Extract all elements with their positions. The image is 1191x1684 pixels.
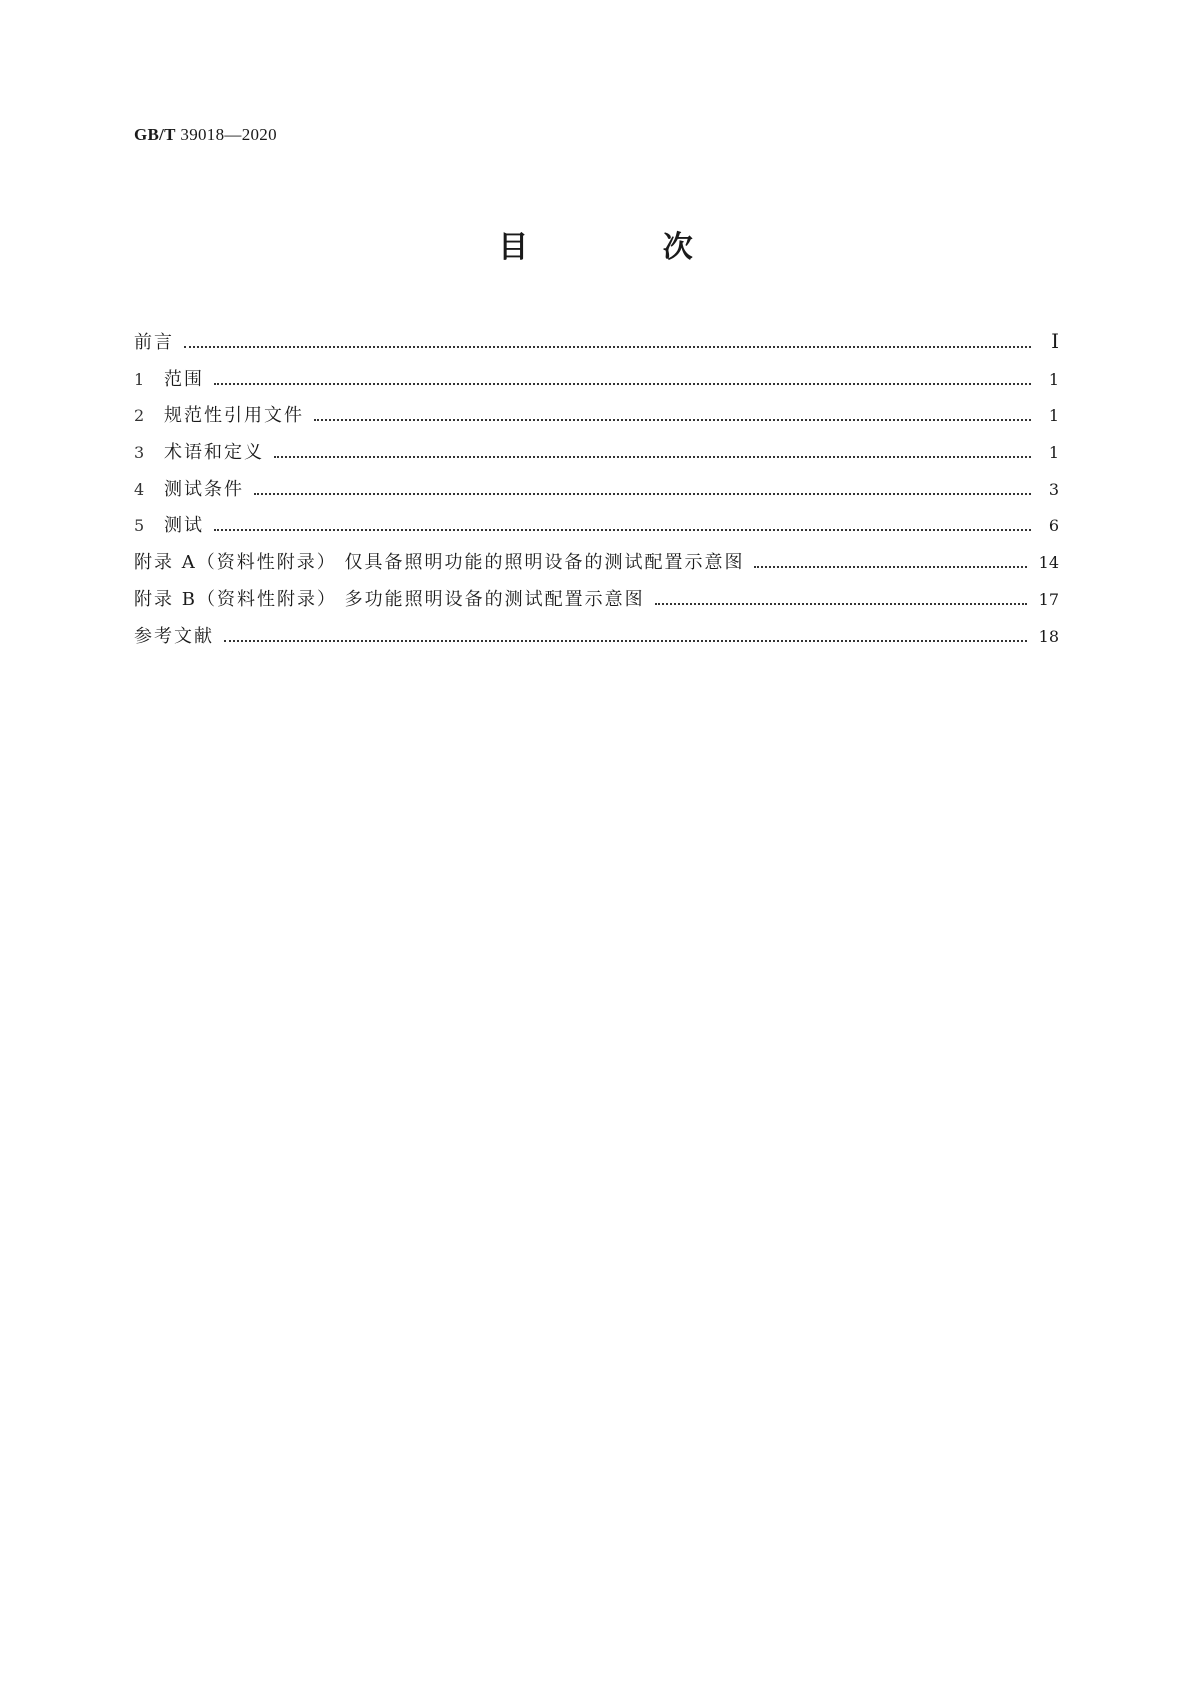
standard-code <box>134 125 277 145</box>
toc-item-bibliography[interactable] <box>134 622 1059 659</box>
toc-title: 目 次 <box>498 230 755 265</box>
toc-item-number: 1 <box>134 369 145 389</box>
toc-item-terms[interactable] <box>134 438 1059 475</box>
toc-leader <box>754 565 1026 568</box>
toc-item-foreword[interactable] <box>134 328 1059 365</box>
toc-item-test-conditions[interactable] <box>134 475 1059 512</box>
toc-item-page: 3 <box>1048 479 1059 499</box>
toc-item-label: 前言 <box>134 332 174 353</box>
toc-leader <box>655 602 1027 605</box>
toc-item-label: 测试 <box>164 515 204 537</box>
toc-item-label: 范围 <box>164 368 204 390</box>
table-of-contents <box>134 328 1059 658</box>
toc-leader <box>224 639 1027 642</box>
toc-item-appendix-b[interactable] <box>134 585 1059 622</box>
standard-code-prefix: GB/T <box>134 125 176 144</box>
toc-item-number: 4 <box>134 479 145 499</box>
toc-leader <box>184 345 1031 348</box>
toc-item-label: 规范性引用文件 <box>164 405 304 427</box>
toc-item-number: 3 <box>134 443 145 463</box>
toc-leader <box>254 492 1031 495</box>
toc-item-page: 1 <box>1048 369 1059 389</box>
toc-leader <box>214 382 1031 385</box>
toc-item-label: 术语和定义 <box>164 442 264 464</box>
toc-item-page: 1 <box>1048 406 1059 426</box>
toc-leader <box>274 455 1031 458</box>
toc-item-page: 14 <box>1038 553 1059 573</box>
toc-item-test[interactable] <box>134 511 1059 548</box>
toc-item-page: Ⅰ <box>1051 329 1059 353</box>
toc-item-label: 参考文献 <box>134 625 214 647</box>
toc-item-page: 18 <box>1038 626 1059 646</box>
toc-item-scope[interactable] <box>134 365 1059 402</box>
toc-item-appendix-a[interactable] <box>134 548 1059 585</box>
toc-item-page: 17 <box>1038 589 1059 609</box>
toc-item-label: 附录 B（资料性附录） 多功能照明设备的测试配置示意图 <box>134 588 645 610</box>
toc-item-label: 附录 A（资料性附录） 仅具备照明功能的照明设备的测试配置示意图 <box>134 552 745 574</box>
toc-item-normative-references[interactable] <box>134 401 1059 438</box>
toc-item-page: 1 <box>1048 443 1059 463</box>
toc-item-number: 5 <box>134 516 145 536</box>
toc-leader <box>214 528 1031 531</box>
toc-leader <box>314 418 1031 421</box>
standard-code-number: 39018—2020 <box>180 125 277 144</box>
toc-item-number: 2 <box>134 406 145 426</box>
toc-item-label: 测试条件 <box>164 478 244 500</box>
toc-item-page: 6 <box>1048 516 1059 536</box>
